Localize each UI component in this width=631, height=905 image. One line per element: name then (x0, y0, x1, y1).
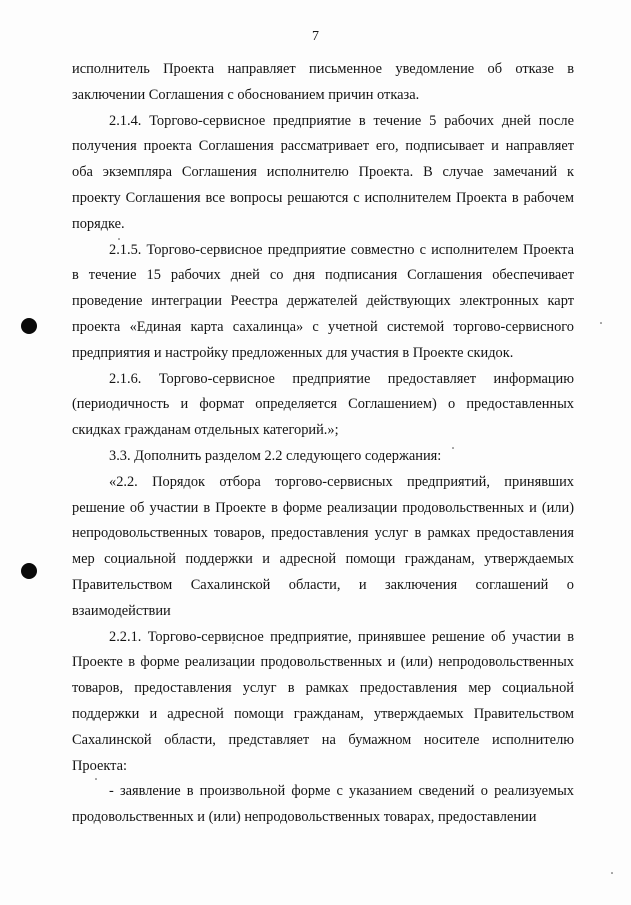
paragraph-2-2: «2.2. Порядок отбора торгово-сервисных предприятий, принявших решение об участии в Проекте в форме реализации продовольственных и (или) непродовольственных товаров, предоставления услуг в рамках предоставления мер социальной поддержки и адресной помощи гражданам, утверждаемых Правительством Сахалинской области, и заключения соглашений о взаимодействии (72, 473, 574, 619)
scan-speck (600, 322, 602, 324)
punch-hole-bottom (21, 563, 37, 579)
document-body (72, 57, 574, 831)
page-number: 7 (312, 29, 319, 44)
paragraph-continuation: исполнитель Проекта направляет письменное уведомление об отказе в заключении Соглашения с обоснованием причин отказа. (72, 61, 574, 103)
paragraph-2-2-1: 2.2.1. Торгово-сервисное предприятие, принявшее решение об участии в Проекте в форме реализации продовольственных и (или) непродовольственных товаров, предоставления услуг в рамках предоставления мер социальной поддержки и адресной помощи гражданам, утверждаемых Правительством Сахалинской области, представляет на бумажном носителе исполнителю Проекта: (72, 628, 574, 774)
paragraph-2-1-5: 2.1.5. Торгово-сервисное предприятие совместно с исполнителем Проекта в течение 15 рабочих дней со дня подписания Соглашения обеспечивает проведение интеграции Реестра держателей действующих электронных карт проекта «Единая карта сахалинца» с учетной системой торгово-сервисного предприятия и настройку предложенных для участия в Проекте скидок. (72, 241, 574, 361)
paragraph-application: - заявление в произвольной форме с указанием сведений о реализуемых продовольственных и (или) непродовольственных товарах, предоставлении (72, 783, 574, 826)
punch-hole-top (21, 318, 37, 334)
paragraph-3-3: 3.3. Дополнить разделом 2.2 следующего содержания: (109, 447, 442, 464)
paragraph-2-1-6: 2.1.6. Торгово-сервисное предприятие предоставляет информацию (периодичность и формат определяется Соглашением) о предоставленных скидках гражданам отдельных категорий.»; (72, 370, 574, 439)
scan-speck (611, 872, 613, 874)
paragraph-2-1-4: 2.1.4. Торгово-сервисное предприятие в течение 5 рабочих дней после получения проекта Соглашения рассматривает его, подписывает и направляет оба экземпляра Соглашения исполнителю Проекта. В случае замечаний к проекту Соглашения все вопросы решаются с исполнителем Проекта в рабочем порядке. (72, 112, 574, 232)
